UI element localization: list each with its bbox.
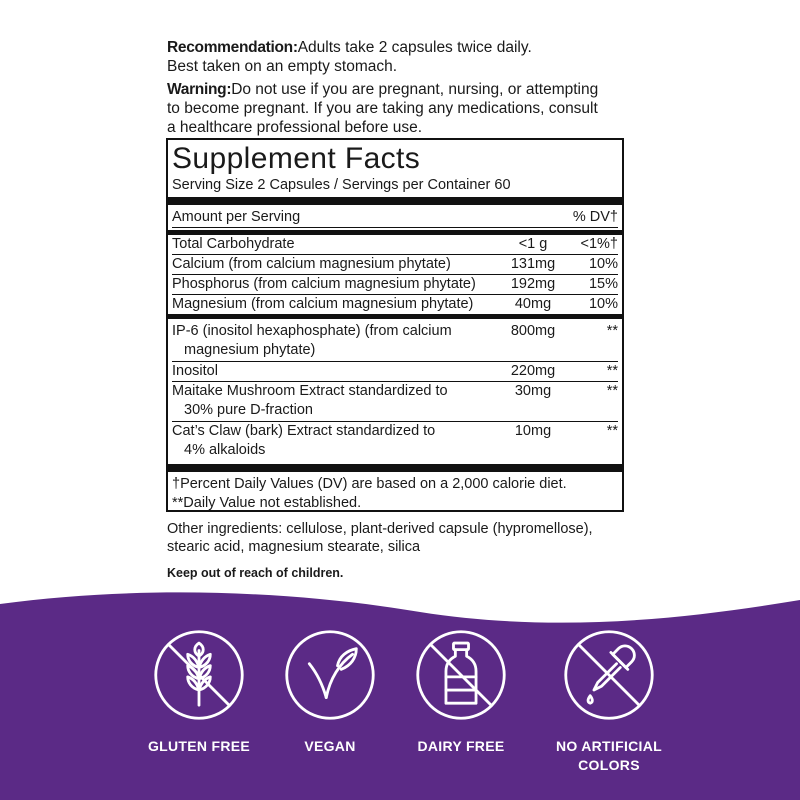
facts-title: Supplement Facts: [172, 142, 421, 175]
nutrient-rows: [172, 235, 618, 314]
amount-per-serving-label: Amount per Serving: [172, 209, 301, 225]
divider-thick: [168, 197, 622, 205]
ingredient-name-continued: 30% pure D-fraction: [184, 402, 313, 418]
nutrient-amount: 40mg: [514, 296, 552, 312]
other-ingredients: [167, 520, 707, 556]
other-ingredients-line-2: stearic acid, magnesium stearate, silica: [167, 539, 421, 555]
ingredient-amount: 10mg: [514, 423, 552, 439]
nutrient-dv: 15%: [588, 276, 618, 292]
nutrient-name: Magnesium (from calcium magnesium phytate): [172, 296, 474, 312]
ingredient-name-continued: magnesium phytate): [184, 342, 316, 358]
leaf-v-icon: [283, 628, 377, 722]
table-row: [172, 319, 618, 362]
badge-label-vegan: VEGAN: [304, 738, 356, 754]
supplement-facts-panel: [166, 138, 624, 512]
ingredient-name: IP-6 (inositol hexaphosphate) (from calcium: [172, 323, 452, 339]
nutrient-amount: 131mg: [510, 256, 556, 272]
table-row: [172, 422, 618, 461]
nutrient-name: Phosphorus (from calcium magnesium phytate): [172, 276, 476, 292]
badge-label-line-1: NO ARTIFICIAL: [555, 738, 663, 754]
badge-label-no-artificial-colors: [534, 737, 684, 775]
ingredient-dv: **: [606, 423, 618, 439]
nutrient-dv: 10%: [588, 296, 618, 312]
table-row: [172, 382, 618, 422]
ingredient-amount: 220mg: [510, 363, 556, 379]
footnote-not-established: **Daily Value not established.: [172, 495, 362, 511]
ingredient-dv: **: [606, 323, 618, 339]
table-row: [172, 275, 618, 295]
table-row: [172, 255, 618, 275]
recommendation-label: Recommendation:: [167, 39, 298, 56]
nutrient-amount: 192mg: [510, 276, 556, 292]
ingredient-name: Inositol: [172, 363, 218, 379]
milk-bottle-crossed-icon: [414, 628, 508, 722]
serving-info: Serving Size 2 Capsules / Servings per Container 60: [172, 177, 511, 193]
ingredient-amount: 30mg: [514, 383, 552, 399]
warning-label: Warning:: [167, 81, 232, 98]
recommendation-text-1: Adults take 2 capsules twice daily.: [297, 39, 532, 56]
footnote-dv: †Percent Daily Values (DV) are based on a 2,000 calorie diet.: [172, 476, 567, 492]
nutrient-name: Calcium (from calcium magnesium phytate): [172, 256, 451, 272]
badge-label-line-2: COLORS: [578, 757, 640, 773]
dropper-crossed-icon: [562, 628, 656, 722]
table-row: [172, 295, 618, 314]
warning-text-1: Do not use if you are pregnant, nursing, or attempting: [231, 81, 599, 98]
badge-label-gluten-free: GLUTEN FREE: [147, 738, 251, 754]
nutrient-dv: 10%: [588, 256, 618, 272]
facts-header-row: [172, 205, 618, 228]
badge-label-dairy-free: DAIRY FREE: [417, 738, 505, 754]
divider-thick: [168, 464, 622, 472]
wheat-crossed-icon: [152, 628, 246, 722]
ingredient-name-continued: 4% alkaloids: [184, 442, 266, 458]
table-row: [172, 235, 618, 255]
recommendation: [167, 38, 637, 76]
dv-header: % DV†: [572, 209, 618, 225]
ingredient-name: Maitake Mushroom Extract standardized to: [172, 383, 448, 399]
other-ingredient-rows: [172, 319, 618, 461]
table-row: [172, 362, 618, 382]
nutrient-amount: <1 g: [518, 236, 548, 252]
keep-out-warning: Keep out of reach of children.: [167, 566, 344, 580]
nutrient-name: Total Carbohydrate: [172, 236, 295, 252]
other-ingredients-line-1: Other ingredients: cellulose, plant-derived capsule (hypromellose),: [167, 521, 593, 537]
ingredient-dv: **: [606, 363, 618, 379]
ingredient-amount: 800mg: [510, 323, 556, 339]
directions-block: [167, 38, 637, 141]
nutrient-dv: <1%†: [580, 236, 618, 252]
warning: [167, 80, 637, 137]
ingredient-dv: **: [606, 383, 618, 399]
warning-text-2: to become pregnant. If you are taking any medications, consult: [167, 100, 598, 117]
ingredient-name: Cat’s Claw (bark) Extract standardized to: [172, 423, 436, 439]
warning-text-3: a healthcare professional before use.: [167, 119, 423, 136]
recommendation-text-2: Best taken on an empty stomach.: [167, 58, 398, 75]
